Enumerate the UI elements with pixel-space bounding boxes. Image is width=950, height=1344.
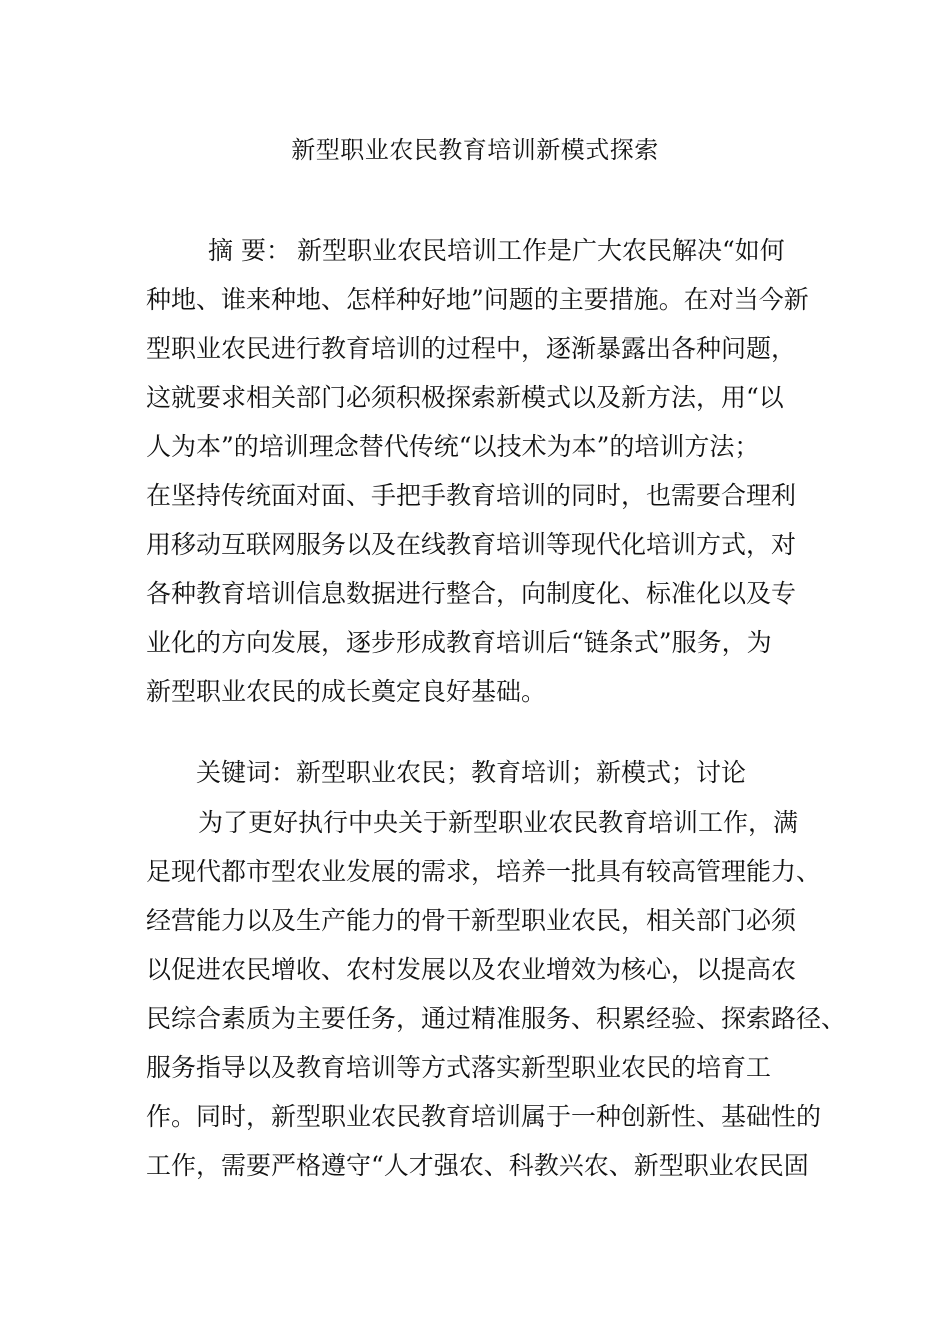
abstract-line-3: 型职业农民进行教育培训的过程中，逐渐暴露出各种问题，	[146, 334, 797, 363]
abstract-line-4: 这就要求相关部门必须积极探索新模式以及新方法，用“以	[146, 383, 784, 412]
keywords-text: 新型职业农民；教育培训；新模式；讨论	[296, 758, 747, 787]
body-line-3: 经营能力以及生产能力的骨干新型职业农民，相关部门必须	[146, 906, 797, 935]
keywords-label: 关键词：	[196, 758, 297, 787]
body-line-5: 民综合素质为主要任务，通过精准服务、积累经验、探索路径、	[146, 1004, 847, 1033]
abstract-line-7: 用移动互联网服务以及在线教育培训等现代化培训方式，对	[146, 530, 797, 559]
abstract-label: 摘 要：	[208, 236, 291, 265]
body-line-1: 为了更好执行中央关于新型职业农民教育培训工作，满	[198, 808, 799, 837]
body-line-2: 足现代都市型农业发展的需求，培养一批具有较高管理能力、	[146, 857, 822, 886]
abstract-section	[146, 226, 816, 716]
document-title: 新型职业农民教育培训新模式探索	[291, 136, 659, 164]
abstract-line-5: 人为本”的培训理念替代传统“以技术为本”的培训方法；	[146, 432, 760, 461]
abstract-line-8: 各种教育培训信息数据进行整合，向制度化、标准化以及专	[146, 579, 797, 608]
abstract-line-2: 种地、谁来种地、怎样种好地”问题的主要措施。在对当今新	[146, 285, 809, 314]
keywords-line	[146, 748, 816, 797]
body-line-8: 工作，需要严格遵守“人才强农、科教兴农、新型职业农民固	[146, 1151, 809, 1180]
keywords-section	[146, 748, 816, 797]
abstract-line-9: 业化的方向发展，逐步形成教育培训后“链条式”服务，为	[146, 628, 772, 657]
abstract-line-1	[146, 226, 816, 275]
abstract-line-10: 新型职业农民的成长奠定良好基础。	[146, 677, 547, 706]
abstract-line-6: 在坚持传统面对面、手把手教育培训的同时，也需要合理利	[146, 481, 797, 510]
body-line-7: 作。同时，新型职业农民教育培训属于一种创新性、基础性的	[146, 1102, 822, 1131]
body-line-4: 以促进农民增收、农村发展以及农业增效为核心，以提高农	[146, 955, 797, 984]
body-line-6: 服务指导以及教育培训等方式落实新型职业农民的培育工	[146, 1053, 772, 1082]
body-section	[146, 798, 847, 1190]
abstract-text-line-1: 新型职业农民培训工作是广大农民解决“如何	[296, 236, 785, 265]
